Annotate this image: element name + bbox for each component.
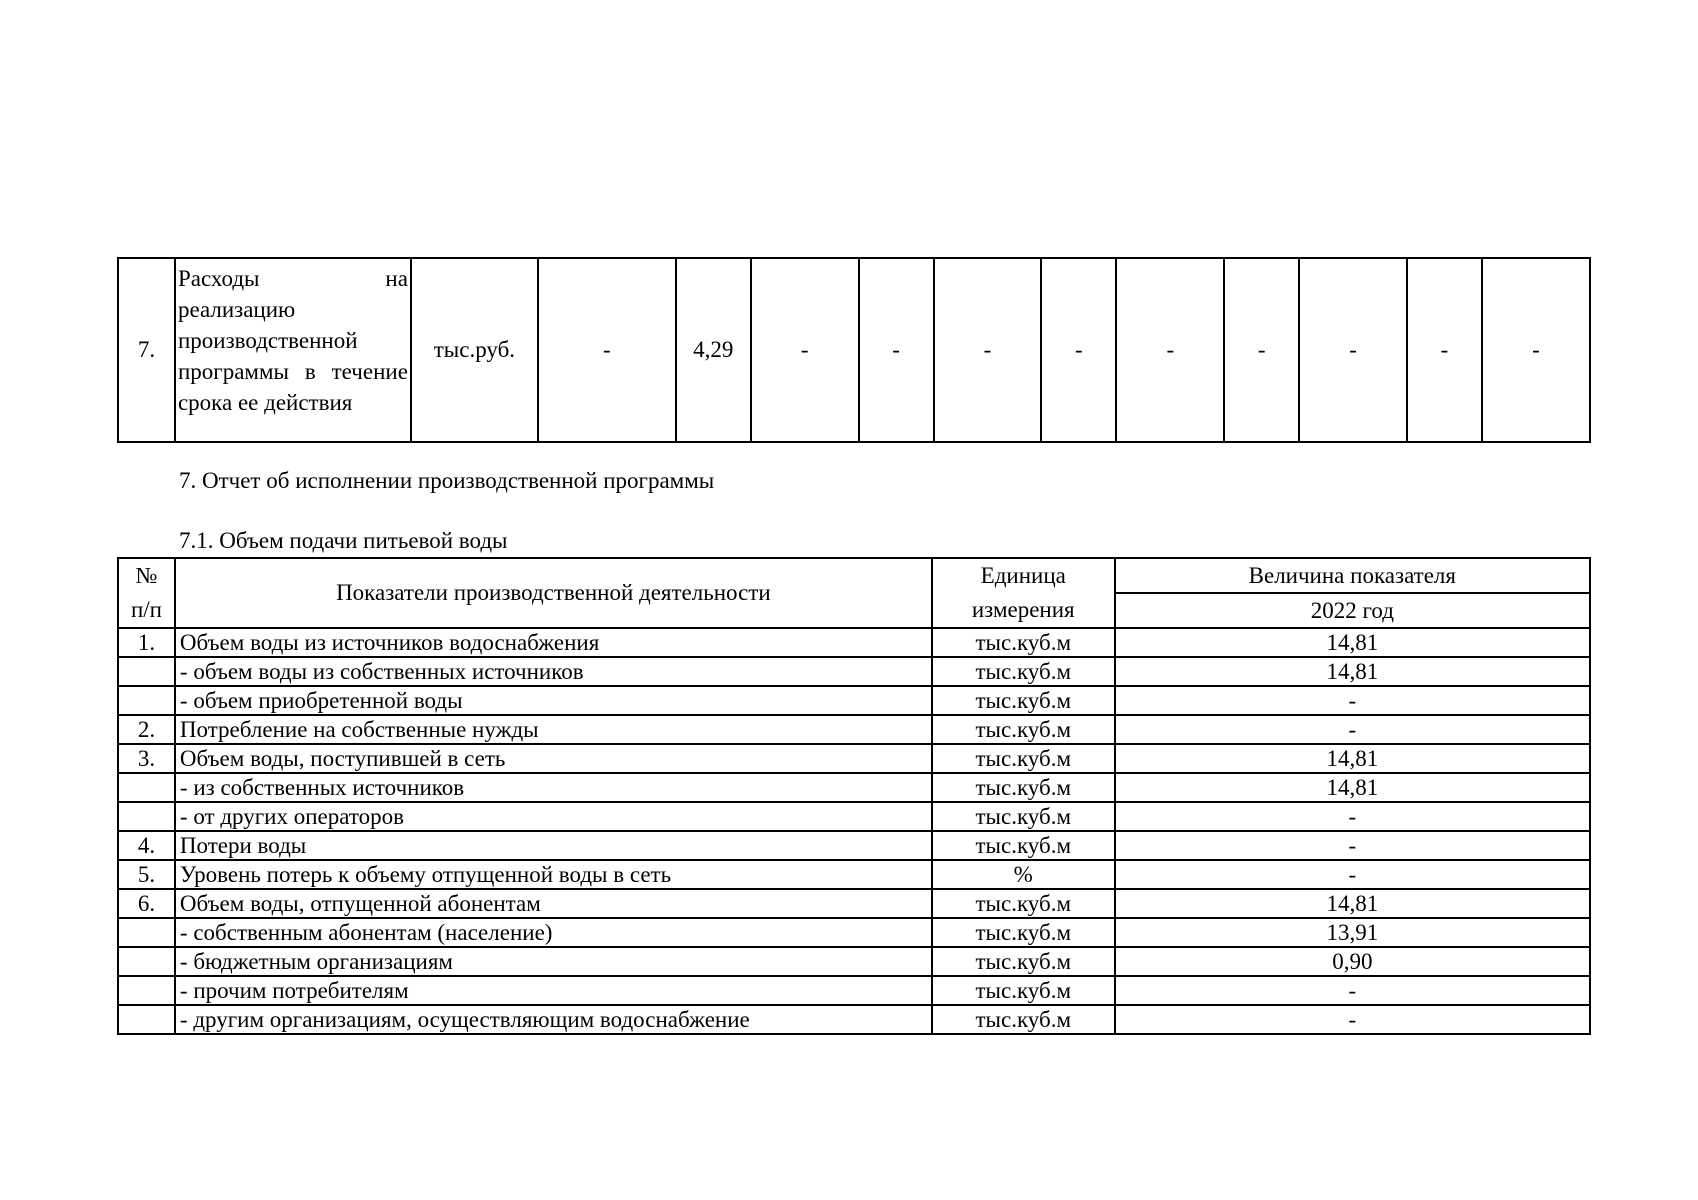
row-number [118, 686, 175, 715]
row-label: - объем воды из собственных источников [175, 657, 932, 686]
row-label: - объем приобретенной воды [175, 686, 932, 715]
header-year: 2022 год [1115, 593, 1590, 628]
water-supply-table [117, 557, 1591, 1035]
row-label: Объем воды, отпущенной абонентам [175, 889, 932, 918]
value-cell: - [1299, 258, 1407, 442]
row-value: - [1115, 860, 1590, 889]
row-unit: тыс.куб.м [932, 773, 1115, 802]
header-value: Величина показателя [1115, 558, 1590, 593]
row-number: 4. [118, 831, 175, 860]
row-number: 1. [118, 628, 175, 657]
row-value: 13,91 [1115, 918, 1590, 947]
row-label-line: срока ее действия [177, 390, 353, 415]
value-cell: - [1407, 258, 1482, 442]
row-number [118, 773, 175, 802]
table-row [118, 773, 1590, 802]
row-label: - бюджетным организациям [175, 947, 932, 976]
row-label: - другим организациям, осуществляющим водоснабжение [175, 1005, 932, 1034]
row-label-word: течение [331, 359, 408, 384]
row-unit: тыс.куб.м [932, 1005, 1115, 1034]
program-expenses-table [117, 257, 1591, 443]
row-label: - прочим потребителям [175, 976, 932, 1005]
row-number [118, 976, 175, 1005]
row-number [118, 802, 175, 831]
row-value: - [1115, 802, 1590, 831]
row-unit: тыс.куб.м [932, 947, 1115, 976]
row-number: 5. [118, 860, 175, 889]
row-number: 7. [118, 258, 175, 442]
row-value: 14,81 [1115, 744, 1590, 773]
row-value: 14,81 [1115, 657, 1590, 686]
table-row [118, 657, 1590, 686]
row-label: Объем воды, поступившей в сеть [175, 744, 932, 773]
table-row [118, 802, 1590, 831]
header-unit-line: измерения [971, 597, 1075, 622]
row-label: - собственным абонентам (население) [175, 918, 932, 947]
table-row [118, 860, 1590, 889]
row-number [118, 947, 175, 976]
row-number [118, 1005, 175, 1034]
header-indicator: Показатели производственной деятельности [175, 558, 932, 628]
table-row [118, 686, 1590, 715]
row-number [118, 657, 175, 686]
row-unit: тыс.куб.м [932, 744, 1115, 773]
table-row [118, 976, 1590, 1005]
row-value: 14,81 [1115, 773, 1590, 802]
row-label-word: Расходы [177, 266, 260, 291]
row-label-word: программы [177, 359, 289, 384]
row-label-word: в [304, 359, 316, 384]
table-row [118, 831, 1590, 860]
value-cell: - [1041, 258, 1116, 442]
table-body [118, 628, 1590, 1034]
row-label: Потребление на собственные нужды [175, 715, 932, 744]
table-row [118, 889, 1590, 918]
row-unit: тыс.куб.м [932, 889, 1115, 918]
row-label: - от других операторов [175, 802, 932, 831]
value-cell: - [1224, 258, 1299, 442]
row-unit: тыс.куб.м [932, 686, 1115, 715]
row-number: 6. [118, 889, 175, 918]
header-row [118, 558, 1590, 593]
row-value: 14,81 [1115, 889, 1590, 918]
value-cell: 4,29 [676, 258, 751, 442]
table-row [118, 628, 1590, 657]
row-unit: % [932, 860, 1115, 889]
row-unit: тыс.куб.м [932, 831, 1115, 860]
row-number: 3. [118, 744, 175, 773]
row-unit: тыс.куб.м [932, 715, 1115, 744]
table-row [118, 744, 1590, 773]
header-unit [932, 558, 1115, 628]
row-unit: тыс.куб.м [932, 802, 1115, 831]
table-row [118, 1005, 1590, 1034]
value-cell: - [859, 258, 934, 442]
row-number [118, 918, 175, 947]
row-value: 14,81 [1115, 628, 1590, 657]
row-unit: тыс.руб. [411, 258, 538, 442]
row-label-line: производственной [177, 328, 358, 353]
header-number [118, 558, 175, 628]
row-value: - [1115, 715, 1590, 744]
subsection-title: 7.1. Объем подачи питьевой воды [179, 528, 508, 553]
section-title: 7. Отчет об исполнении производственной программы [179, 468, 715, 493]
row-value: 0,90 [1115, 947, 1590, 976]
table-row [118, 715, 1590, 744]
value-cell: - [1116, 258, 1224, 442]
row-unit: тыс.куб.м [932, 918, 1115, 947]
row-number: 2. [118, 715, 175, 744]
row-label: - из собственных источников [175, 773, 932, 802]
row-value: - [1115, 976, 1590, 1005]
table-row [118, 947, 1590, 976]
table-row [118, 918, 1590, 947]
row-value: - [1115, 1005, 1590, 1034]
row-value: - [1115, 831, 1590, 860]
row-label [175, 258, 411, 442]
value-cell: - [751, 258, 859, 442]
value-cell: - [1482, 258, 1590, 442]
header-number-line: п/п [130, 597, 162, 622]
row-label-line: реализацию [177, 297, 296, 322]
table-row [118, 258, 1590, 442]
row-value: - [1115, 686, 1590, 715]
row-unit: тыс.куб.м [932, 657, 1115, 686]
header-unit-line: Единица [980, 563, 1066, 588]
row-label: Потери воды [175, 831, 932, 860]
value-cell: - [934, 258, 1042, 442]
row-unit: тыс.куб.м [932, 628, 1115, 657]
row-label-word: на [385, 266, 408, 291]
value-cell: - [538, 258, 676, 442]
header-number-line: № [135, 563, 158, 588]
row-label: Объем воды из источников водоснабжения [175, 628, 932, 657]
row-label: Уровень потерь к объему отпущенной воды в сеть [175, 860, 932, 889]
row-unit: тыс.куб.м [932, 976, 1115, 1005]
